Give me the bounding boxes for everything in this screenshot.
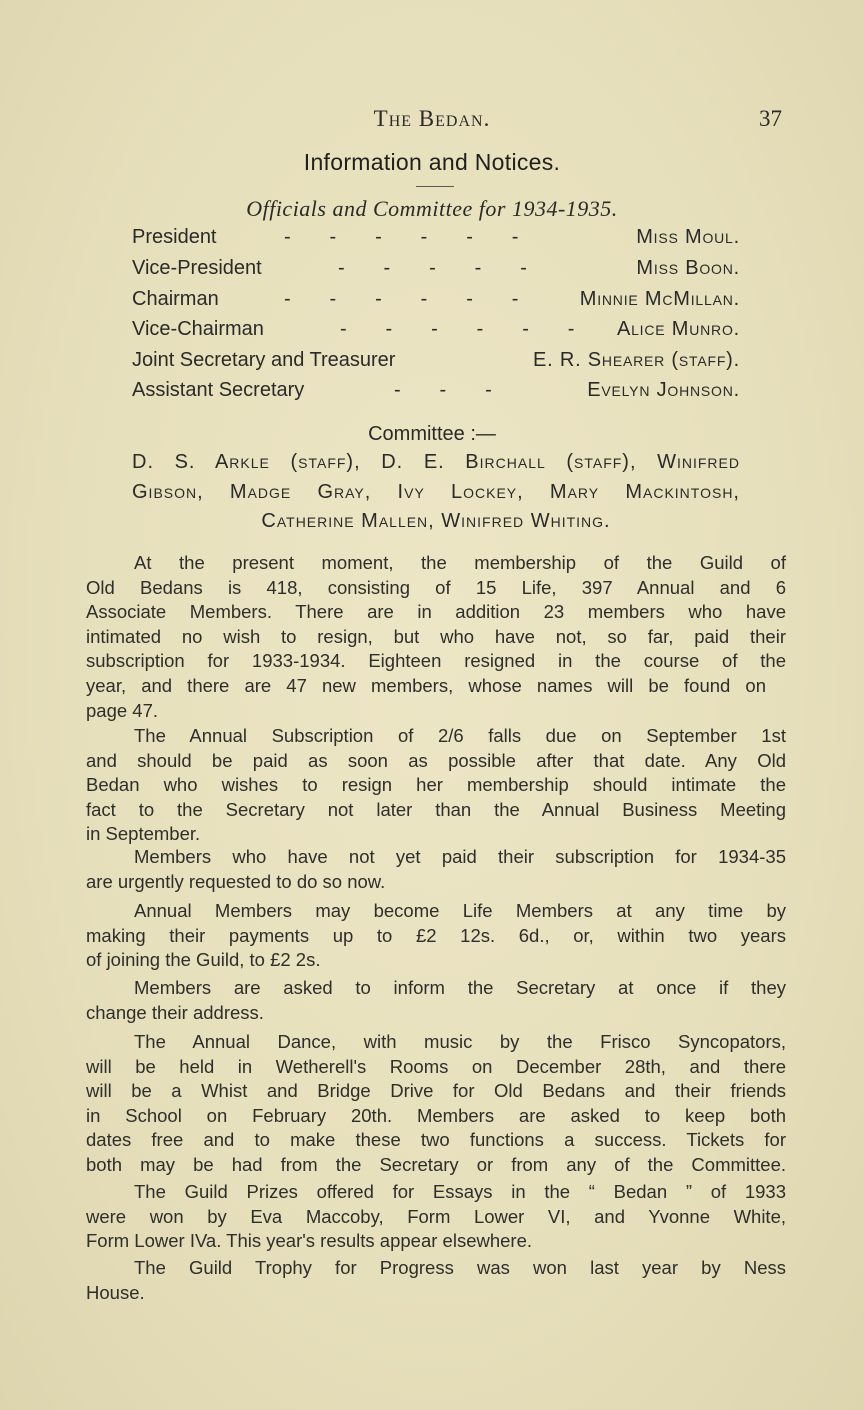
paragraph-line: making their payments up to £2 12s. 6d., or, within two years bbox=[86, 924, 786, 946]
committee-label: Committee :— bbox=[368, 423, 496, 445]
official-row-vice-chairman bbox=[132, 318, 740, 348]
paragraph-line: At the present moment, the membership of the Guild of bbox=[134, 552, 786, 573]
paragraph-line: Members are asked to inform the Secretary at once if they bbox=[134, 977, 786, 998]
leader-dots: - - - - - - bbox=[284, 288, 519, 310]
paragraph-line: Form Lower IVa. This year's results appear elsewhere. bbox=[86, 1230, 533, 1252]
paragraph-line: intimated no wish to resign, but who have not, so far, paid their bbox=[86, 625, 786, 647]
paragraph-line: fact to the Secretary not later than the Annual Business Meeting bbox=[86, 798, 786, 820]
leader-dots: - - - bbox=[394, 379, 492, 401]
paragraph-subscription bbox=[86, 724, 786, 847]
leader-dots: - - - - - bbox=[338, 257, 527, 279]
committee-line-3: Catherine Mallen, Winifred Whiting. bbox=[261, 510, 611, 532]
paragraph-line: Old Bedans is 418, consisting of 15 Life, 397 Annual and 6 bbox=[86, 576, 786, 598]
paragraph-line: page 47. bbox=[86, 699, 159, 721]
leader-dots: - - - - - - bbox=[340, 318, 575, 340]
paragraph-membership bbox=[86, 551, 786, 723]
paragraph-line: year, and there are 47 new members, whose names will be found on bbox=[86, 674, 766, 696]
paragraph-line: were won by Eva Maccoby, Form Lower VI, and Yvonne White, bbox=[86, 1205, 786, 1227]
page-number: 37 bbox=[759, 106, 782, 131]
official-name: E. R. Shearer (staff). bbox=[532, 349, 740, 371]
committee-line-1: D. S. Arkle (staff), D. E. Birchall (staff), Winifred bbox=[132, 451, 740, 473]
paragraph-line: in School on February 20th. Members are asked to keep both bbox=[86, 1104, 786, 1126]
paragraph-line: and should be paid as soon as possible after that date. Any Old bbox=[86, 749, 786, 771]
paragraph-trophy bbox=[86, 1256, 786, 1305]
paragraph-line: Annual Members may become Life Members at any time by bbox=[134, 900, 786, 921]
paragraph-unpaid bbox=[86, 845, 786, 894]
paragraph-line: Members who have not yet paid their subscription for 1934-35 bbox=[134, 846, 786, 867]
paragraph-line: both may be had from the Secretary or from any of the Committee. bbox=[86, 1153, 786, 1175]
section-heading: Information and Notices. bbox=[303, 149, 561, 175]
official-row-president bbox=[132, 226, 740, 256]
paragraph-line: The Annual Subscription of 2/6 falls due on September 1st bbox=[134, 725, 786, 746]
official-name: Minnie McMillan. bbox=[579, 288, 740, 310]
committee-line-2: Gibson, Madge Gray, Ivy Lockey, Mary Mackintosh, bbox=[132, 481, 740, 503]
official-name: Evelyn Johnson. bbox=[587, 379, 740, 401]
official-role: Chairman bbox=[132, 288, 219, 310]
official-name: Miss Moul. bbox=[636, 226, 740, 248]
paragraph-line: in September. bbox=[86, 823, 201, 845]
paragraph-line: subscription for 1933-1934. Eighteen resigned in the course of the bbox=[86, 650, 786, 672]
official-row-assistant-secretary bbox=[132, 379, 740, 409]
official-row-vice-president bbox=[132, 257, 740, 287]
official-role: Vice-Chairman bbox=[132, 318, 264, 340]
official-role: Vice-President bbox=[132, 257, 262, 279]
official-name: Alice Munro. bbox=[616, 318, 740, 340]
paragraph-line: change their address. bbox=[86, 1001, 264, 1023]
paragraph-line: will be held in Wetherell's Rooms on December 28th, and there bbox=[86, 1055, 786, 1077]
paragraph-life-members bbox=[86, 899, 786, 973]
paragraph-line: The Annual Dance, with music by the Frisco Syncopators, bbox=[134, 1031, 786, 1052]
official-name: Miss Boon. bbox=[636, 257, 740, 279]
paragraph-prizes bbox=[86, 1180, 786, 1254]
heading-rule bbox=[416, 186, 454, 187]
paragraph-line: dates free and to make these two functions a success. Tickets for bbox=[86, 1129, 786, 1151]
paragraph-dance bbox=[86, 1030, 786, 1178]
running-title: The Bedan. bbox=[373, 106, 491, 131]
officials-title: Officials and Committee for 1934-1935. bbox=[246, 196, 618, 221]
paragraph-line: The Guild Prizes offered for Essays in the “ Bedan ” of 1933 bbox=[134, 1181, 786, 1202]
official-row-joint-secretary bbox=[132, 349, 740, 379]
paragraph-line: The Guild Trophy for Progress was won last year by Ness bbox=[134, 1257, 786, 1278]
paragraph-address bbox=[86, 976, 786, 1025]
paragraph-line: of joining the Guild, to £2 2s. bbox=[86, 949, 321, 971]
official-role: Joint Secretary and Treasurer bbox=[132, 349, 396, 371]
leader-dots: - - - - - - bbox=[284, 226, 519, 248]
paragraph-line: are urgently requested to do so now. bbox=[86, 870, 386, 892]
paragraph-line: will be a Whist and Bridge Drive for Old Bedans and their friends bbox=[86, 1080, 786, 1102]
official-role: Assistant Secretary bbox=[132, 379, 305, 401]
paragraph-line: Bedan who wishes to resign her membership should intimate the bbox=[86, 774, 786, 796]
official-row-chairman bbox=[132, 288, 740, 318]
paragraph-line: House. bbox=[86, 1281, 145, 1303]
official-role: President bbox=[132, 226, 217, 248]
paragraph-line: Associate Members. There are in addition 23 members who have bbox=[86, 601, 786, 623]
